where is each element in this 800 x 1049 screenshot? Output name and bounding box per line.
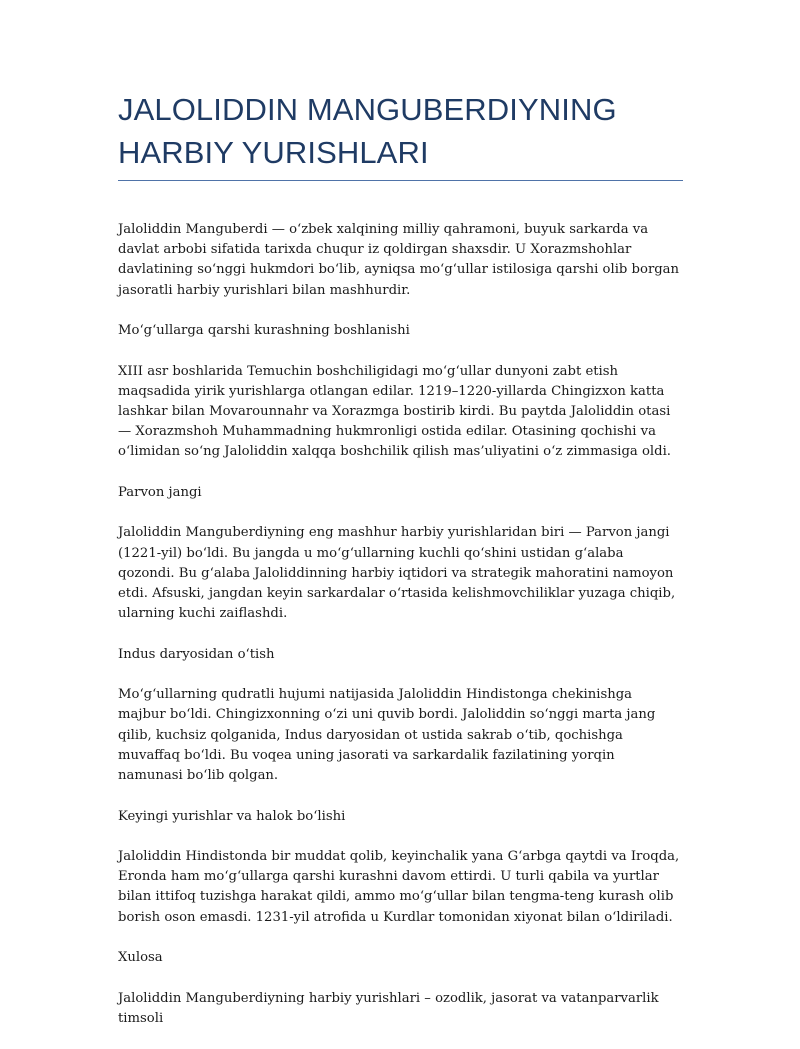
later-paragraph: Jaloliddin Hindistonda bir muddat qolib, keyinchalik yana G‘arbga qaytdi va Iroqda, Eronda ham mo‘g‘ullarga qarshi kurashni davom ettirdi. U turli qabila va yurtlar bilan ittifoq tuzishga harakat qildi, ammo mo‘g‘ullar bilan tengma-teng kurash olib borish oson emasdi. 1231-yil atrofida u Kurdlar tomonidan xiyonat bilan o‘ldiriladi. (118, 849, 680, 925)
conclusion-paragraph: Jaloliddin Manguberdiyning harbiy yurishlari – ozodlik, jasorat va vatanparvarlik timsoli (118, 990, 659, 1026)
document-body (118, 220, 683, 1049)
section-heading-beginning: Mo‘g‘ullarga qarshi kurashning boshlanishi (118, 323, 410, 339)
title-divider (118, 180, 683, 181)
beginning-paragraph: XIII asr boshlarida Temuchin boshchiligidagi mo‘g‘ullar dunyoni zabt etish maqsadida yirik yurishlarga otlangan edilar. 1219–1220-yillarda Chingizxon katta lashkar bilan Movarounnahr va Xorazmga bostirib kirdi. Bu paytda Jaloliddin otasi — Xorazmshoh Muhammadning hukmronligi ostida edilar. Otasining qochishi va o‘limidan so‘ng Jaloliddin xalqqa boshchilik qilish mas’uliyatini o‘z zimmasiga oldi. (118, 363, 671, 460)
indus-paragraph: Mo‘g‘ullarning qudratli hujumi natijasida Jaloliddin Hindistonga chekinishga majbur bo‘ldi. Chingizxonning o‘zi uni quvib bordi. Jaloliddin so‘nggi marta jang qilib, kuchsiz qolganida, Indus daryosidan ot ustida sakrab o‘tib, qochishga muvaffaq bo‘ldi. Bu voqea uning jasorati va sarkardalik fazilatining yorqin namunasi bo‘lib qolgan. (118, 687, 656, 784)
section-heading-indus: Indus daryosidan o‘tish (118, 646, 275, 662)
intro-paragraph: Jaloliddin Manguberdi — o‘zbek xalqining milliy qahramoni, buyuk sarkarda va davlat arbobi sifatida tarixda chuqur iz qoldirgan shaxsdir. U Xorazmshohlar davlatining so‘nggi hukmdori bo‘lib, ayniqsa mo‘g‘ullar istilosiga qarshi olib borgan jasoratli harbiy yurishlari bilan mashhurdir. (118, 222, 680, 298)
section-heading-conclusion: Xulosa (118, 950, 163, 966)
section-heading-later: Keyingi yurishlar va halok bo‘lishi (118, 808, 346, 824)
section-heading-parvon: Parvon jangi (118, 484, 202, 500)
document-title: JALOLIDDIN MANGUBERDIYNING HARBIY YURISHLARI (118, 92, 617, 170)
parvon-paragraph: Jaloliddin Manguberdiyning eng mashhur harbiy yurishlaridan biri — Parvon jangi (1221-yil) bo‘ldi. Bu jangda u mo‘g‘ullarning kuchli qo‘shini ustidan g‘alaba qozondi. Bu g‘alaba Jaloliddinning harbiy iqtidori va strategik mahoratini namoyon etdi. Afsuski, jangdan keyin sarkardalar o‘rtasida kelishmovchiliklar yuzaga chiqib, ularning kuchi zaiflashdi. (118, 525, 676, 622)
